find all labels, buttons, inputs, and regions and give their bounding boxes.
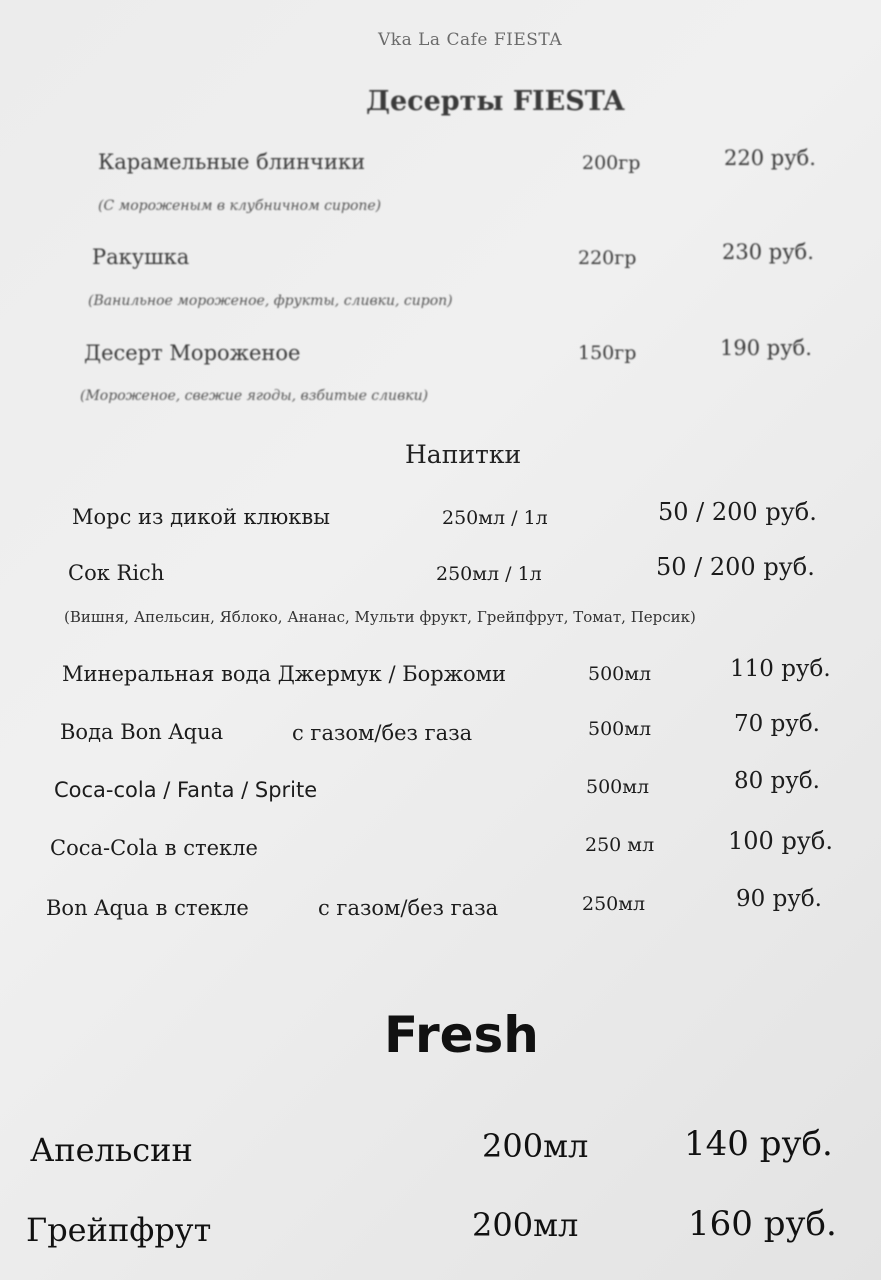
drink-price: 80 руб. (734, 768, 820, 794)
drinks-title: Напитки (405, 440, 522, 469)
drink-name: Минеральная вода Джермук / Боржоми (62, 662, 507, 686)
drink-price: 110 руб. (730, 656, 831, 682)
drink-price: 50 / 200 руб. (656, 553, 815, 581)
dessert-price: 190 руб. (720, 336, 812, 360)
fresh-title: Fresh (384, 1006, 539, 1064)
dessert-qty: 220гр (578, 247, 637, 269)
juice-flavors: (Вишня, Апельсин, Яблоко, Ананас, Мульти фрукт, Грейпфрут, Томат, Персик) (64, 608, 696, 626)
fresh-qty: 200мл (472, 1206, 579, 1244)
drink-qty: 250мл / 1л (442, 507, 548, 529)
drink-qty: 250 мл (585, 834, 655, 856)
dessert-qty: 150гр (578, 342, 637, 364)
drink-name: Сок Rich (68, 561, 165, 585)
drink-qty: 250мл / 1л (436, 563, 542, 585)
dessert-name: Ракушка (92, 245, 190, 269)
drink-name: Bon Aqua в стекле (46, 896, 249, 920)
drink-name: Coca-Cola в стекле (50, 836, 258, 860)
drink-price: 70 руб. (734, 711, 820, 737)
fresh-qty: 200мл (482, 1127, 589, 1165)
dessert-name: Десерт Мороженое (84, 341, 301, 365)
drink-name: Морс из дикой клюквы (72, 505, 330, 529)
dessert-desc: (Ванильное мороженое, фрукты, сливки, сироп) (88, 293, 453, 309)
drink-qty: 500мл (588, 663, 652, 685)
dessert-qty: 200гр (582, 152, 641, 174)
drink-note: с газом/без газа (292, 721, 473, 745)
drink-price: 90 руб. (736, 886, 822, 912)
fresh-price: 160 руб. (688, 1204, 837, 1244)
fresh-name: Грейпфрут (26, 1211, 212, 1249)
drink-price: 100 руб. (728, 827, 833, 855)
dessert-price: 230 руб. (722, 240, 814, 264)
drink-qty: 500мл (586, 776, 650, 798)
drink-price: 50 / 200 руб. (658, 498, 817, 526)
dessert-name: Карамельные блинчики (98, 150, 366, 174)
drink-note: с газом/без газа (318, 896, 499, 920)
fresh-price: 140 руб. (684, 1124, 833, 1164)
dessert-price: 220 руб. (724, 146, 816, 170)
desserts-title: Десерты FIESTA (366, 86, 625, 117)
dessert-desc: (С мороженым в клубничном сиропе) (98, 198, 382, 214)
fresh-name: Апельсин (30, 1131, 193, 1169)
drink-name: Coca-cola / Fanta / Sprite (54, 778, 318, 802)
cafe-header: Vka La Cafe FIESTA (378, 30, 563, 50)
drink-name: Вода Bon Aqua (60, 720, 224, 744)
drink-qty: 250мл (582, 893, 646, 915)
drink-qty: 500мл (588, 718, 652, 740)
dessert-desc: (Мороженое, свежие ягоды, взбитые сливки) (80, 388, 429, 404)
